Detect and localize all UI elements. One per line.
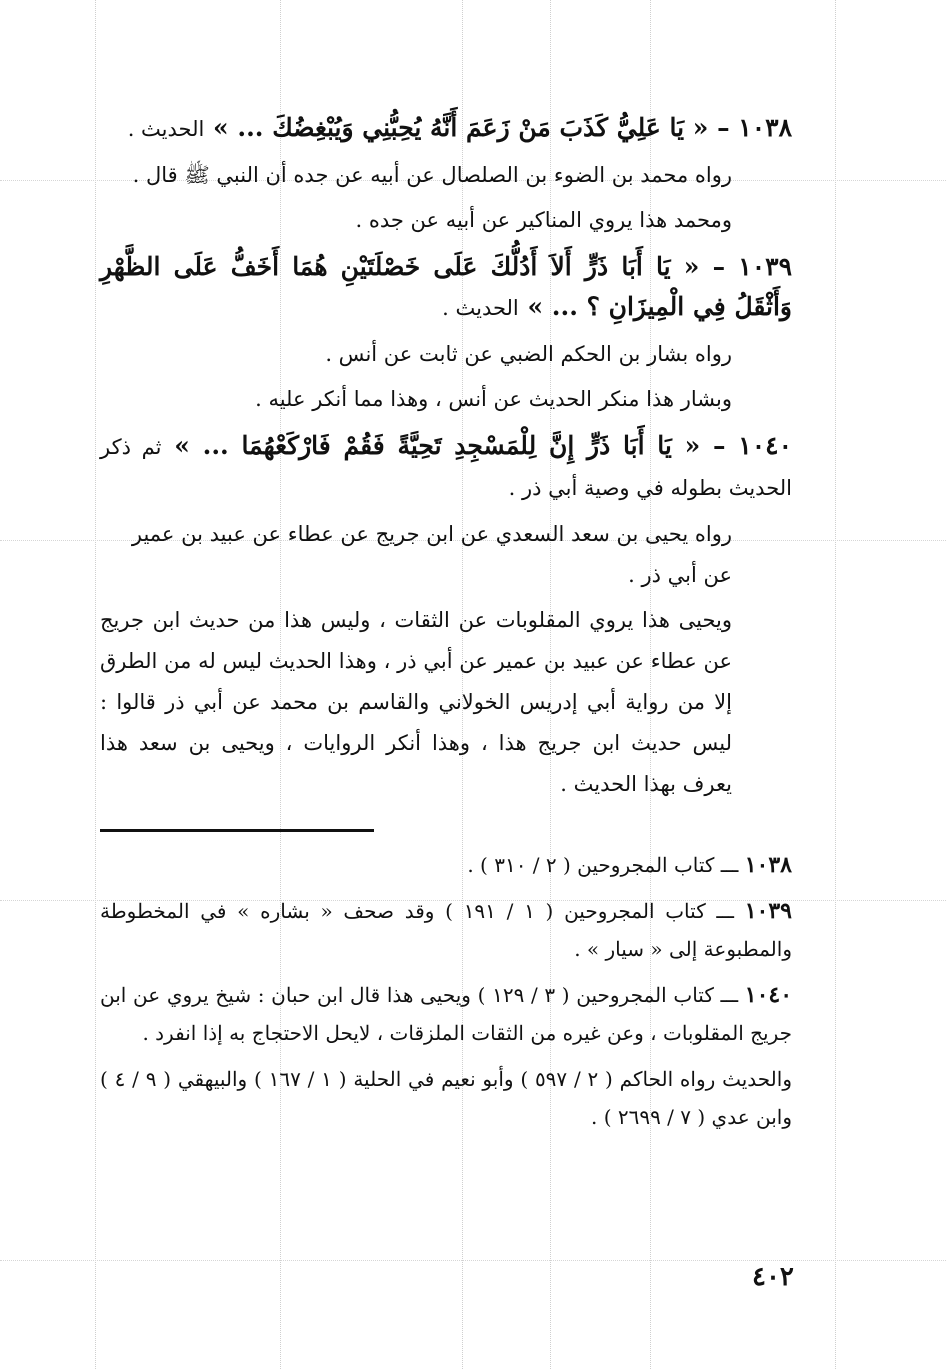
comment-1038: ومحمد هذا يروي المناكير عن أبيه عن جده . (355, 208, 732, 232)
page-number: ٤٠٢ (752, 1262, 794, 1292)
narration-1039: رواه بشار بن الحكم الضبي عن ثابت عن أنس . (325, 342, 732, 366)
footnote-number: ١٠٣٨ (744, 852, 792, 878)
hadith-number: ١٠٤٠ (738, 431, 793, 460)
footnote-text: ـــ كتاب المجروحين ( ١ / ١٩١ ) وقد صحف « بشاره » في المخطوطة والمطبوعة إلى « سيار » . (100, 899, 792, 961)
footnote-separator (100, 829, 374, 832)
footnote-text: ـــ كتاب المجروحين ( ٣ / ١٢٩ ) ويحيى هذا قال ابن حبان : شيخ يروي عن ابن جريج المقلوبات ، وعن غيره من الثقات الملزقات ، لايحل الاحتجاج به إذا انفرد . (100, 983, 792, 1045)
hadith-1039 (100, 247, 792, 328)
hadith-1040 (100, 426, 792, 508)
footnote-text: والحديث رواه الحاكم ( ٢ / ٥٩٧ ) وأبو نعيم في الحلية ( ١ / ١٦٧ ) والبيهقي ( ٩ / ٤ ) وابن عدي ( ٧ / ٢٦٩٩ ) . (100, 1067, 792, 1129)
footnote-1038 (100, 846, 792, 884)
hadith-tail: الحديث . (127, 117, 205, 141)
comment-1039: وبشار هذا منكر الحديث عن أنس ، وهذا مما أنكر عليه . (255, 387, 732, 411)
page-body (100, 108, 792, 1144)
footnote-number: ١٠٣٩ (744, 898, 792, 924)
footnote-1040 (100, 976, 792, 1052)
narration-1040: رواه يحيى بن سعد السعدي عن ابن جريج عن عطاء عن عبيد بن عمير عن أبي ذر . (131, 522, 732, 587)
hadith-text: – « يَا أَبَا ذَرٍّ أَلاَ أَدُلُّكَ عَلَى خَصْلَتَيْنِ هُمَا أَخَفُّ عَلَى الظَّهْرِ وَأَثْقَلُ فِي الْمِيزَانِ ؟ ... » (100, 252, 792, 321)
hadith-tail: ثم ذكر الحديث بطوله في وصية أبي ذر . (100, 435, 792, 500)
hadith-text: – « يَا أَبَا ذَرٍّ إِنَّ لِلْمَسْجِدِ تَحِيَّةً فَقُمْ فَارْكَعْهُمَا ... » (161, 431, 739, 460)
footnote-1039 (100, 892, 792, 968)
footnote-number: ١٠٤٠ (744, 982, 793, 1008)
hadith-number: ١٠٣٨ (738, 113, 792, 142)
hadith-text: – « يَا عَلِيُّ كَذَبَ مَنْ زَعَمَ أَنَّهُ يُحِبُّنِي وَيُبْغِضُكَ ... » (204, 113, 739, 142)
hadith-tail: الحديث . (442, 296, 519, 320)
narration-1038: رواه محمد بن الضوء بن الصلصال عن أبيه عن جده أن النبي ﷺ قال . (132, 163, 732, 187)
footnote-sources (100, 1060, 792, 1136)
hadith-1038 (100, 108, 792, 149)
comment-1040: ويحيى هذا يروي المقلوبات عن الثقات ، وليس هذا من حديث ابن جريج عن عطاء عن عبيد بن عمير عن أبي ذر ، وهذا الحديث ليس له من الطرق إلا من رواية أبي إدريس الخولاني والقاسم بن محمد عن أبي ذر قالوا : ليس حديث ابن جريج هذا ، وهذا أنكر الروايات ، ويحيى بن سعد هذا يعرف بهذا الحديث . (100, 608, 732, 796)
footnote-text: ـــ كتاب المجروحين ( ٢ / ٣١٠ ) . (467, 853, 745, 877)
hadith-number: ١٠٣٩ (738, 252, 792, 281)
